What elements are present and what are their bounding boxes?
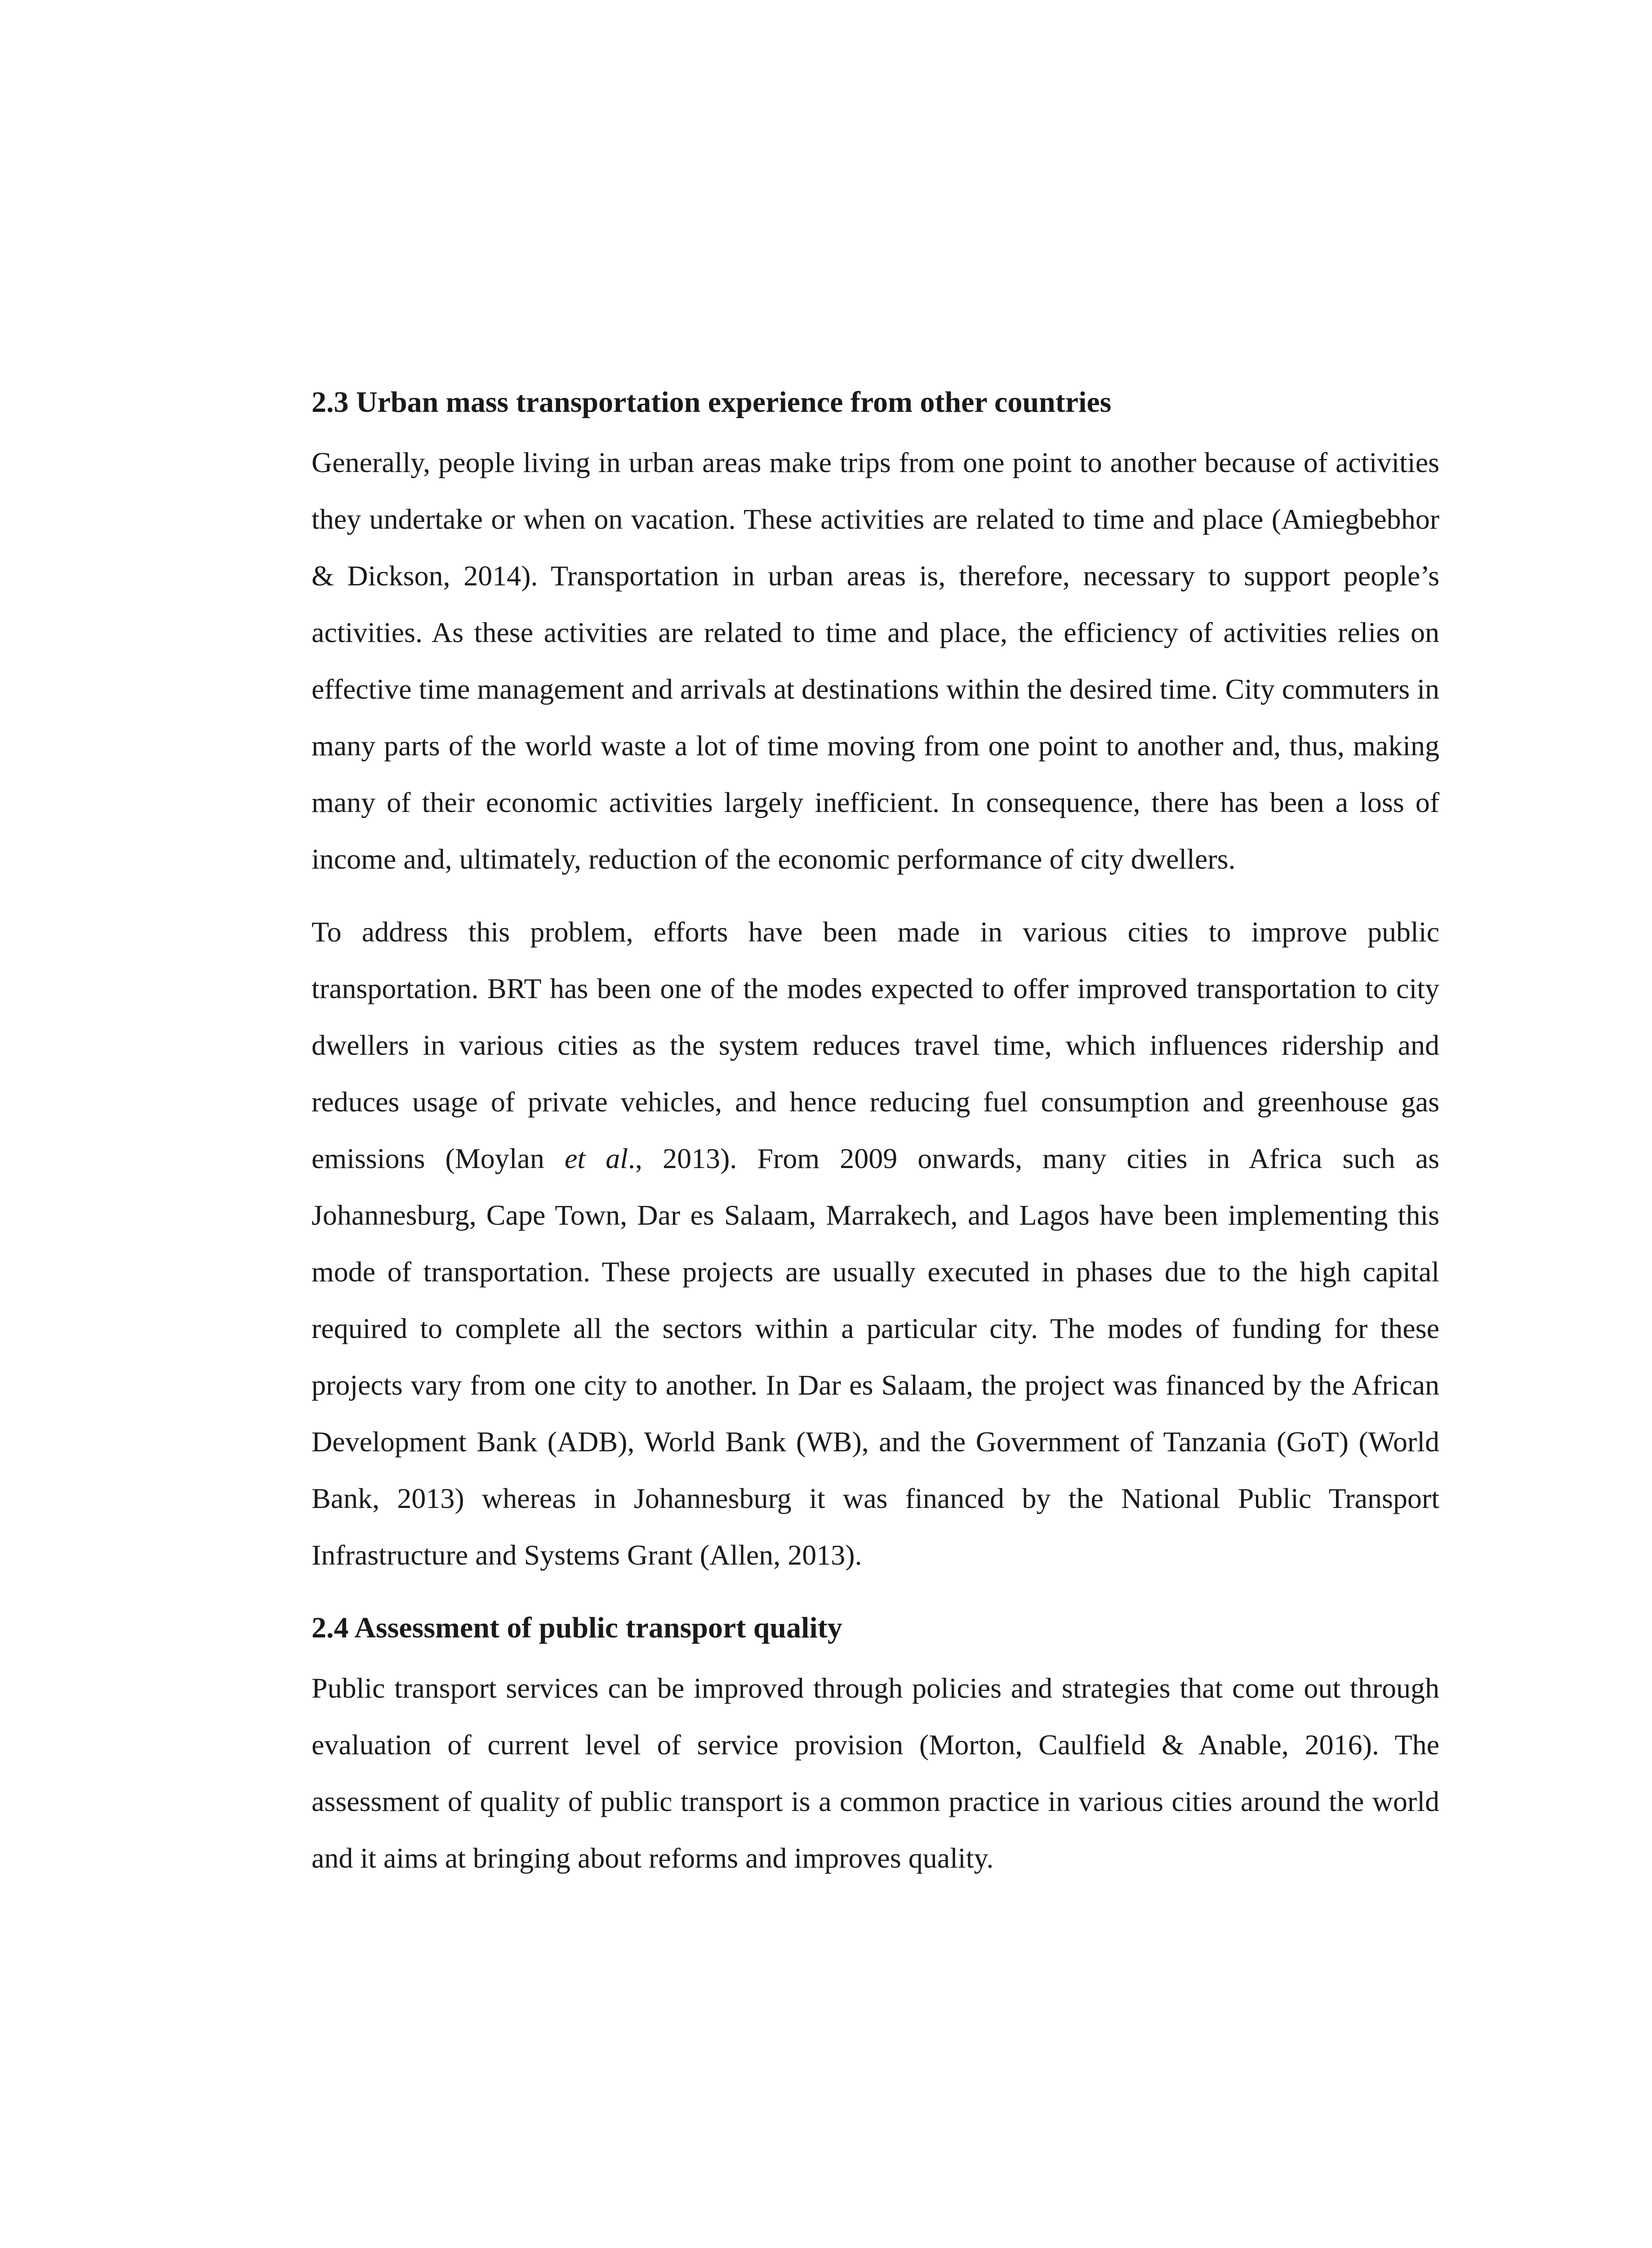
paragraph-2-3-2-italic: et al — [565, 1142, 628, 1174]
page-number — [0, 2246, 1652, 2248]
paragraph-2-3-1: Generally, people living in urban areas make trips from one point to another because of activities they undertake or when on vacation. These activities are related to time and place (Amiegbebhor & Dickson, 2014). Transportation in urban areas is, therefore, necessary to support people’s activities. As these activities are related to time and place, the efficiency of activities relies on effective time management and arrivals at destinations within the desired time. City commuters in many parts of the world waste a lot of time moving from one point to another and, thus, making many of their economic activities largely inefficient. In consequence, there has been a loss of income and, ultimately, reduction of the economic performance of city dwellers. — [312, 446, 1439, 875]
paragraph-2-4-1: Public transport services can be improved through policies and strategies that come out through evaluation of current level of service provision (Morton, Caulfield & Anable, 2016). The assessment of quality of public transport is a common practice in various cities around the world and it aims at bringing about reforms and improves quality. — [312, 1672, 1439, 1874]
document-page — [312, 382, 1439, 1887]
paragraph-2-3-2-text-b: ., 2013). From 2009 onwards, many cities in Africa such as Johannesburg, Cape Town, Dar es Salaam, Marrakech, and Lagos have been implementing this mode of transportation. These projects are usually executed in phases due to the high capital required to complete all the sectors within a particular city. The modes of funding for these projects vary from one city to another. In Dar es Salaam, the project was financed by the African Development Bank (ADB), World Bank (WB), and the Government of Tanzania (GoT) (World Bank, 2013) whereas in Johannesburg it was financed by the National Public Transport Infrastructure and Systems Grant (Allen, 2013). — [312, 1142, 1440, 1571]
paragraph-2-3-2-text-a: To address this problem, efforts have been made in various cities to improve public transportation. BRT has been one of the modes expected to offer improved transportation to city dwellers in various cities as the system reduces travel time, which influences ridership and reduces usage of private vehicles, and hence reducing fuel consumption and greenhouse gas emissions (Moylan — [312, 916, 1439, 1174]
paragraph-2-3-2 — [312, 904, 1439, 1583]
section-heading-2-4: 2.4 Assessment of public transport quality — [312, 1611, 842, 1644]
section-heading-2-3: 2.3 Urban mass transportation experience from other countries — [312, 386, 1112, 419]
